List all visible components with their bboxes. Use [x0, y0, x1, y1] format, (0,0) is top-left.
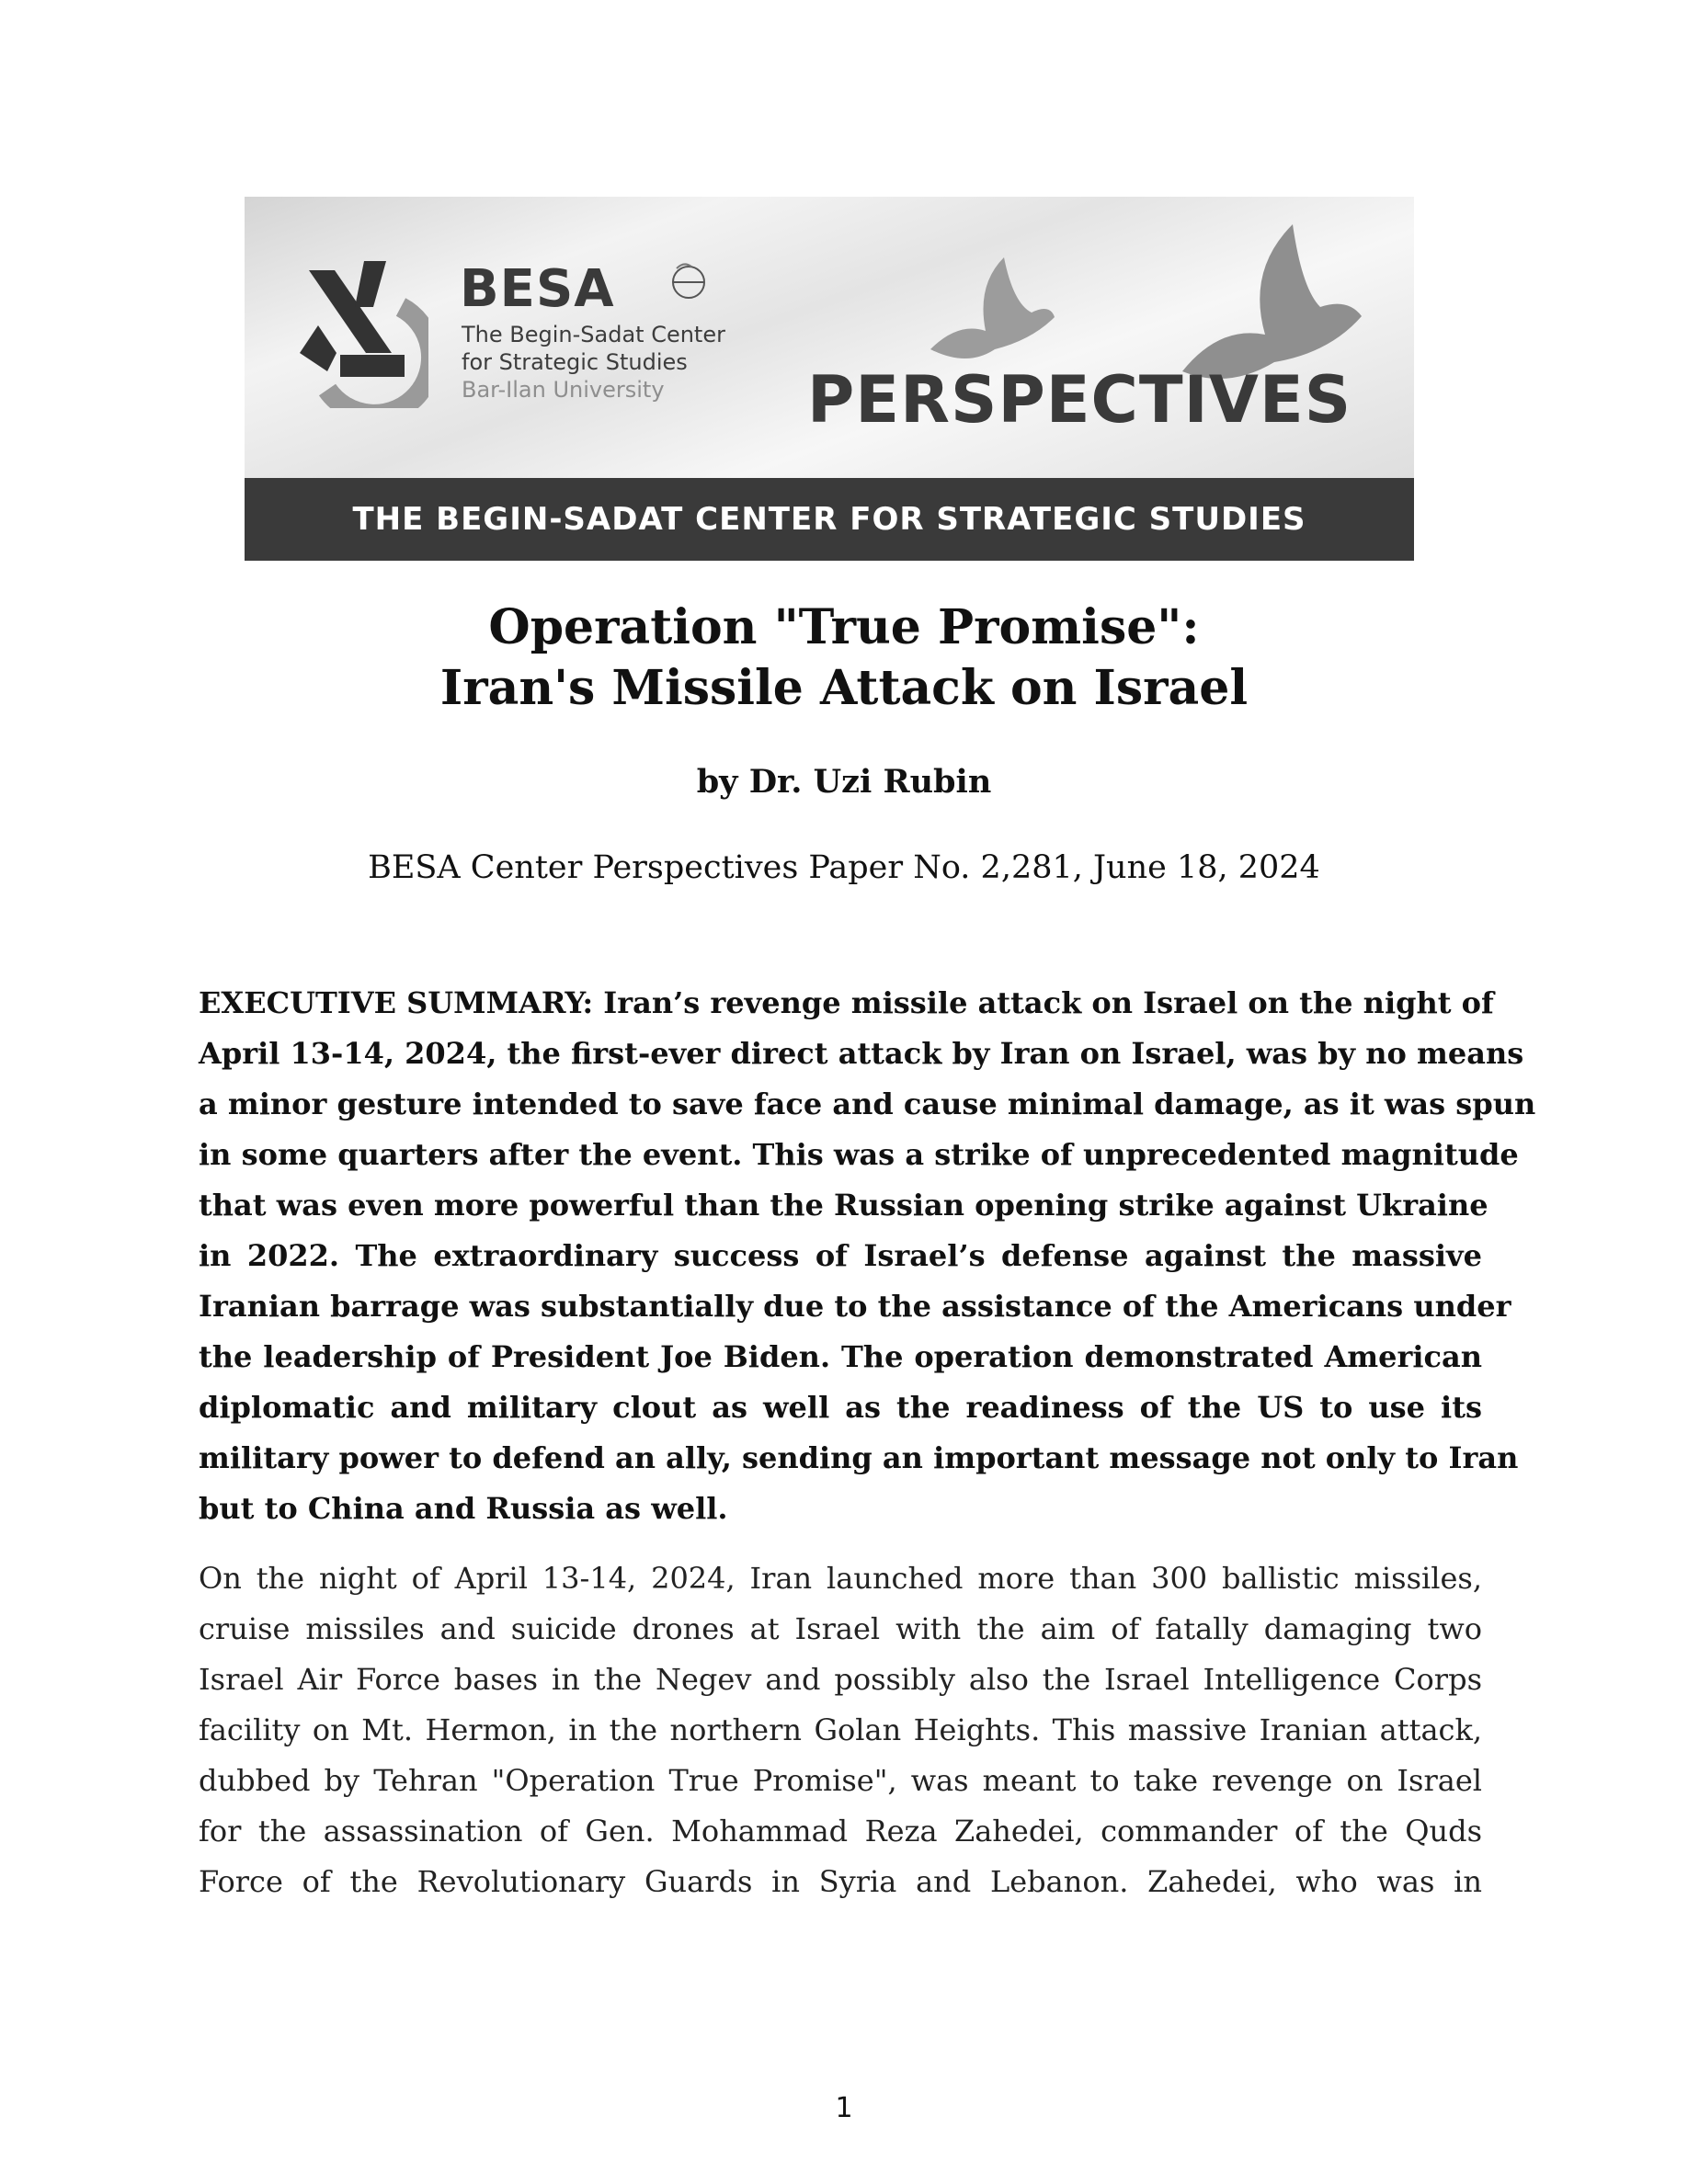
page-number: 1: [835, 2092, 853, 2124]
summary-line: military power to defend an ally, sending an important message not only to Iran: [199, 1440, 1519, 1475]
author-byline: by Dr. Uzi Rubin: [696, 763, 992, 801]
body-line: Israel Air Force bases in the Negev and possibly also the Israel Intelligence Corps: [199, 1662, 1482, 1697]
summary-line: but to China and Russia as well.: [199, 1491, 728, 1526]
summary-line: a minor gesture intended to save face and cause minimal damage, as it was spun: [199, 1086, 1536, 1121]
summary-line: diplomatic and military clout as well as the readiness of the US to use its: [199, 1390, 1482, 1425]
org-name-line2: for Strategic Studies: [462, 349, 688, 375]
executive-summary: [199, 978, 1536, 1534]
dove-icon: [921, 248, 1059, 377]
besa-logo-icon: [291, 252, 428, 408]
summary-line: Iranian barrage was substantially due to the assistance of the Americans under: [199, 1289, 1511, 1324]
org-name-line1: The Begin-Sadat Center: [462, 322, 725, 347]
header-banner: [245, 197, 1414, 561]
summary-line: April 13-14, 2024, the first-ever direct attack by Iran on Israel, was by no means: [199, 1036, 1524, 1071]
body-line: On the night of April 13-14, 2024, Iran launched more than 300 ballistic missiles,: [199, 1561, 1482, 1596]
summary-line: that was even more powerful than the Russian opening strike against Ukraine: [199, 1188, 1488, 1223]
summary-line: in some quarters after the event. This was a strike of unprecedented magnitude: [199, 1137, 1519, 1172]
paper-info: BESA Center Perspectives Paper No. 2,281, June 18, 2024: [368, 849, 1320, 886]
body-line: cruise missiles and suicide drones at Israel with the aim of fatally damaging two: [199, 1611, 1482, 1646]
body-line: Force of the Revolutionary Guards in Syria and Lebanon. Zahedei, who was in: [199, 1864, 1482, 1899]
body-line: facility on Mt. Hermon, in the northern Golan Heights. This massive Iranian attack,: [199, 1712, 1482, 1747]
summary-line: EXECUTIVE SUMMARY: Iran’s revenge missile attack on Israel on the night of: [199, 985, 1494, 1020]
summary-line: the leadership of President Joe Biden. The operation demonstrated American: [199, 1339, 1482, 1374]
banner-bar-text: THE BEGIN-SADAT CENTER FOR STRATEGIC STUDIES: [352, 501, 1306, 538]
body-paragraph: [199, 1553, 1482, 1907]
document-title-line2: Iran's Missile Attack on Israel: [439, 660, 1249, 716]
banner-bar: [245, 478, 1414, 561]
summary-line: in 2022. The extraordinary success of Israel’s defense against the massive: [199, 1238, 1482, 1273]
series-name: PERSPECTIVES: [807, 362, 1352, 438]
document-title-line1: Operation "True Promise":: [488, 599, 1200, 655]
body-line: dubbed by Tehran "Operation True Promise", was meant to take revenge on Israel: [199, 1763, 1482, 1798]
globe-icon: [667, 257, 710, 303]
org-university: Bar-Ilan University: [462, 377, 665, 403]
org-short-name: BESA: [460, 259, 615, 319]
body-line: for the assassination of Gen. Mohammad Reza Zahedei, commander of the Quds: [199, 1814, 1482, 1848]
